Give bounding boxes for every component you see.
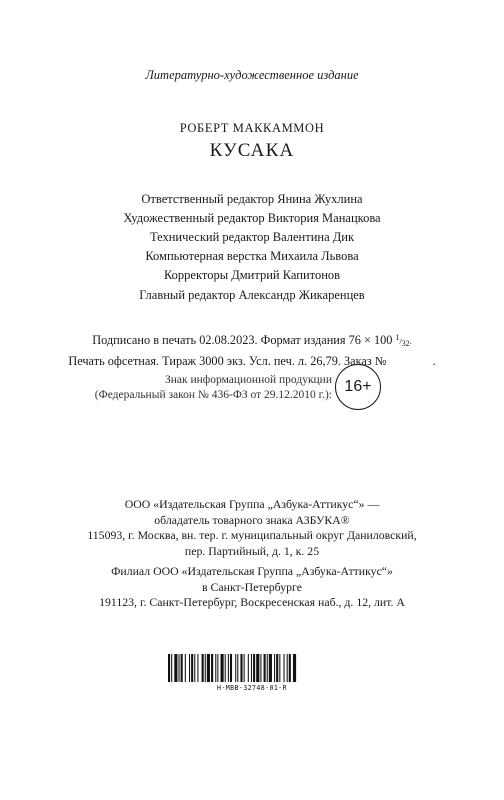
publisher-line: обладатель товарного знака АЗБУКА® [154, 512, 350, 527]
barcode [0, 654, 504, 692]
print-line-1-text: Подписано в печать 02.08.2023. Формат издания 76 × 100 [92, 333, 396, 347]
credits-list [0, 190, 504, 285]
book-title: КУСАКА [209, 140, 295, 161]
publisher-info [0, 497, 504, 611]
credit-line: Корректоры Дмитрий Капитонов [163, 268, 341, 282]
branch-address: 191123, г. Санкт-Петербург, Воскресенская наб., д. 12, лит. А [99, 595, 405, 609]
age-rating-badge [335, 364, 381, 410]
publisher-address: 115093, г. Москва, вн. тер. г. муниципальный округ Даниловский, [87, 528, 417, 542]
author-name: РОБЕРТ МАККАММОН [179, 121, 325, 135]
info-sign-text [70, 373, 332, 403]
print-line-2-text: Печать офсетная. Тираж 3000 экз. Усл. печ. л. 26,79. Заказ № [68, 353, 387, 368]
print-line-2 [0, 353, 504, 371]
credit-line: Ответственный редактор Янина Жухлина [141, 192, 363, 206]
credit-line: Художественный редактор Виктория Манацкова [123, 211, 381, 225]
info-sign-line-2: (Федеральный закон № 436-ФЗ от 29.12.2010 г.): [94, 389, 332, 401]
print-line-1 [0, 329, 504, 353]
branch-line: Филиал ООО «Издательская Группа „Азбука-Аттикус“» [111, 564, 393, 578]
format-fraction: $^1/_{32}$. [395, 333, 412, 348]
info-sign-line-1: Знак информационной продукции [165, 374, 332, 386]
chief-editor: Главный редактор Александр Жикаренцев [139, 288, 365, 302]
publisher-line: ООО «Издательская Группа „Азбука-Аттикус“» — [124, 497, 380, 511]
format-numerator: 1 [395, 333, 400, 342]
publisher-address: пер. Партийный, д. 1, к. 25 [184, 543, 320, 558]
credit-line: Технический редактор Валентина Дик [149, 230, 355, 244]
print-info [0, 329, 504, 370]
format-end: . [409, 337, 412, 346]
format-denominator: 32 [401, 339, 410, 348]
print-line-2-end: . [432, 353, 436, 368]
genre-label: Литературно-художественное издание [145, 68, 359, 82]
barcode-number: Н-МВВ-32748-01-R [217, 684, 287, 692]
age-rating-label: 16+ [344, 378, 372, 395]
credit-line: Компьютерная верстка Михаила Львова [145, 249, 359, 263]
barcode-bars [168, 654, 336, 682]
branch-line: в Санкт-Петербурге [202, 579, 302, 594]
